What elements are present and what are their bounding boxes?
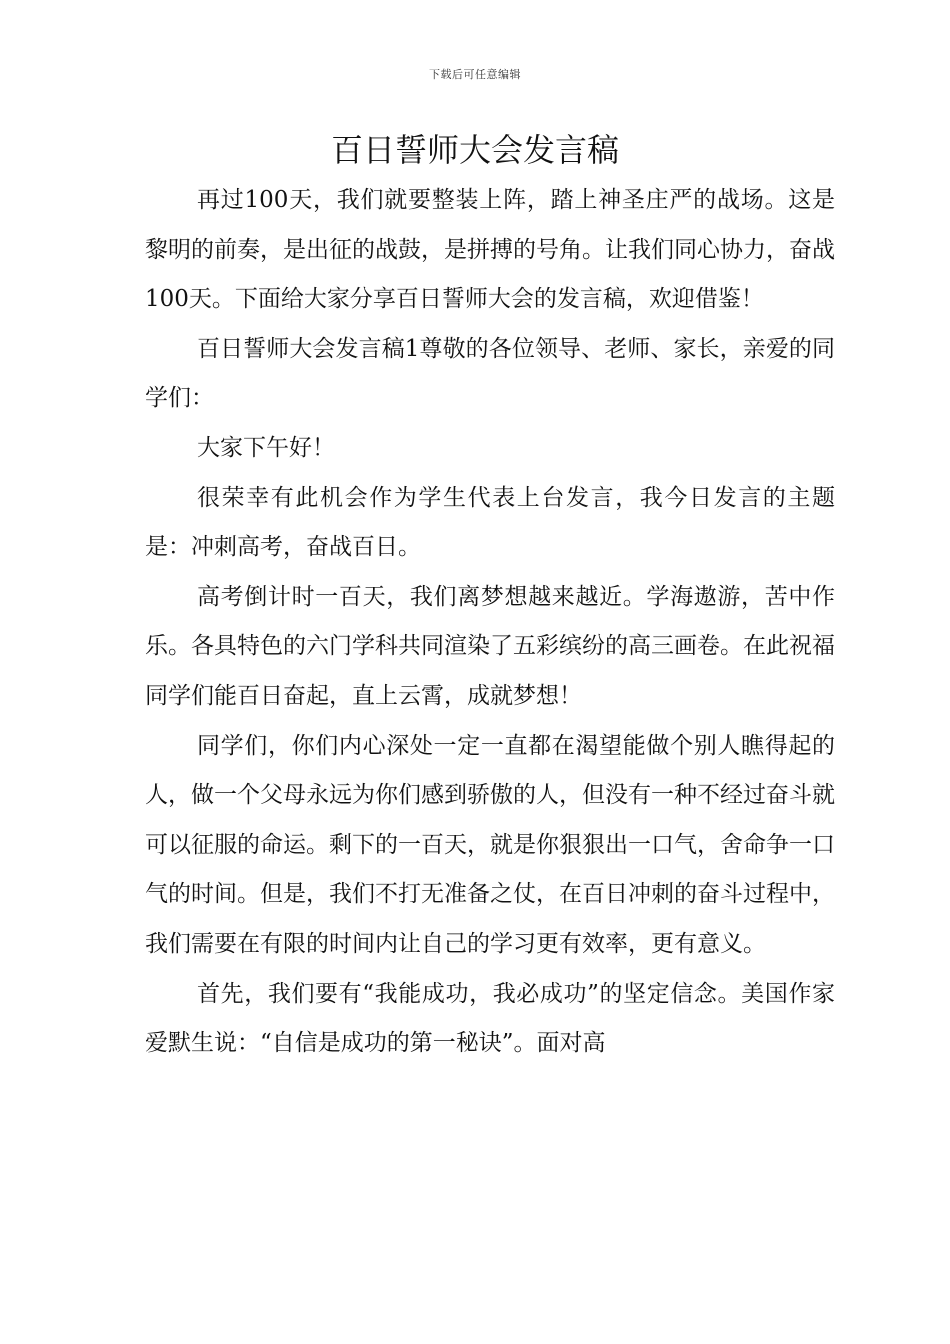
paragraph: 高考倒计时一百天，我们离梦想越来越近。学海遨游，苦中作乐。各具特色的六门学科共同渲染了五彩缤纷的高三画卷。在此祝福同学们能百日奋起，直上云霄，成就梦想！ <box>145 583 835 709</box>
paragraph: 再过100天，我们就要整装上阵，踏上神圣庄严的战场。这是黎明的前奏，是出征的战鼓，是拼搏的号角。让我们同心协力，奋战100天。下面给大家分享百日誓师大会的发言稿，欢迎借鉴！ <box>145 187 835 313</box>
header-note: 下载后可任意编辑 <box>429 68 521 81</box>
paragraph: 百日誓师大会发言稿1尊敬的各位领导、老师、家长，亲爱的同学们： <box>145 335 835 412</box>
paragraph: 很荣幸有此机会作为学生代表上台发言，我今日发言的主题是：冲刺高考，奋战百日。 <box>145 484 835 561</box>
document-body <box>145 176 835 1069</box>
paragraph: 同学们，你们内心深处一定一直都在渴望能做个别人瞧得起的人，做一个父母永远为你们感到骄傲的人，但没有一种不经过奋斗就可以征服的命运。剩下的一百天，就是你狠狠出一口气，舍命争一口气的时间。但是，我们不打无准备之仗，在百日冲刺的奋斗过程中，我们需要在有限的时间内让自己的学习更有效率，更有意义。 <box>145 732 835 957</box>
paragraph: 首先，我们要有“我能成功，我必成功”的坚定信念。美国作家爱默生说：“自信是成功的第一秘诀”。面对高 <box>145 980 835 1057</box>
paragraph: 大家下午好！ <box>197 434 335 461</box>
document-title: 百日誓师大会发言稿 <box>330 131 619 169</box>
